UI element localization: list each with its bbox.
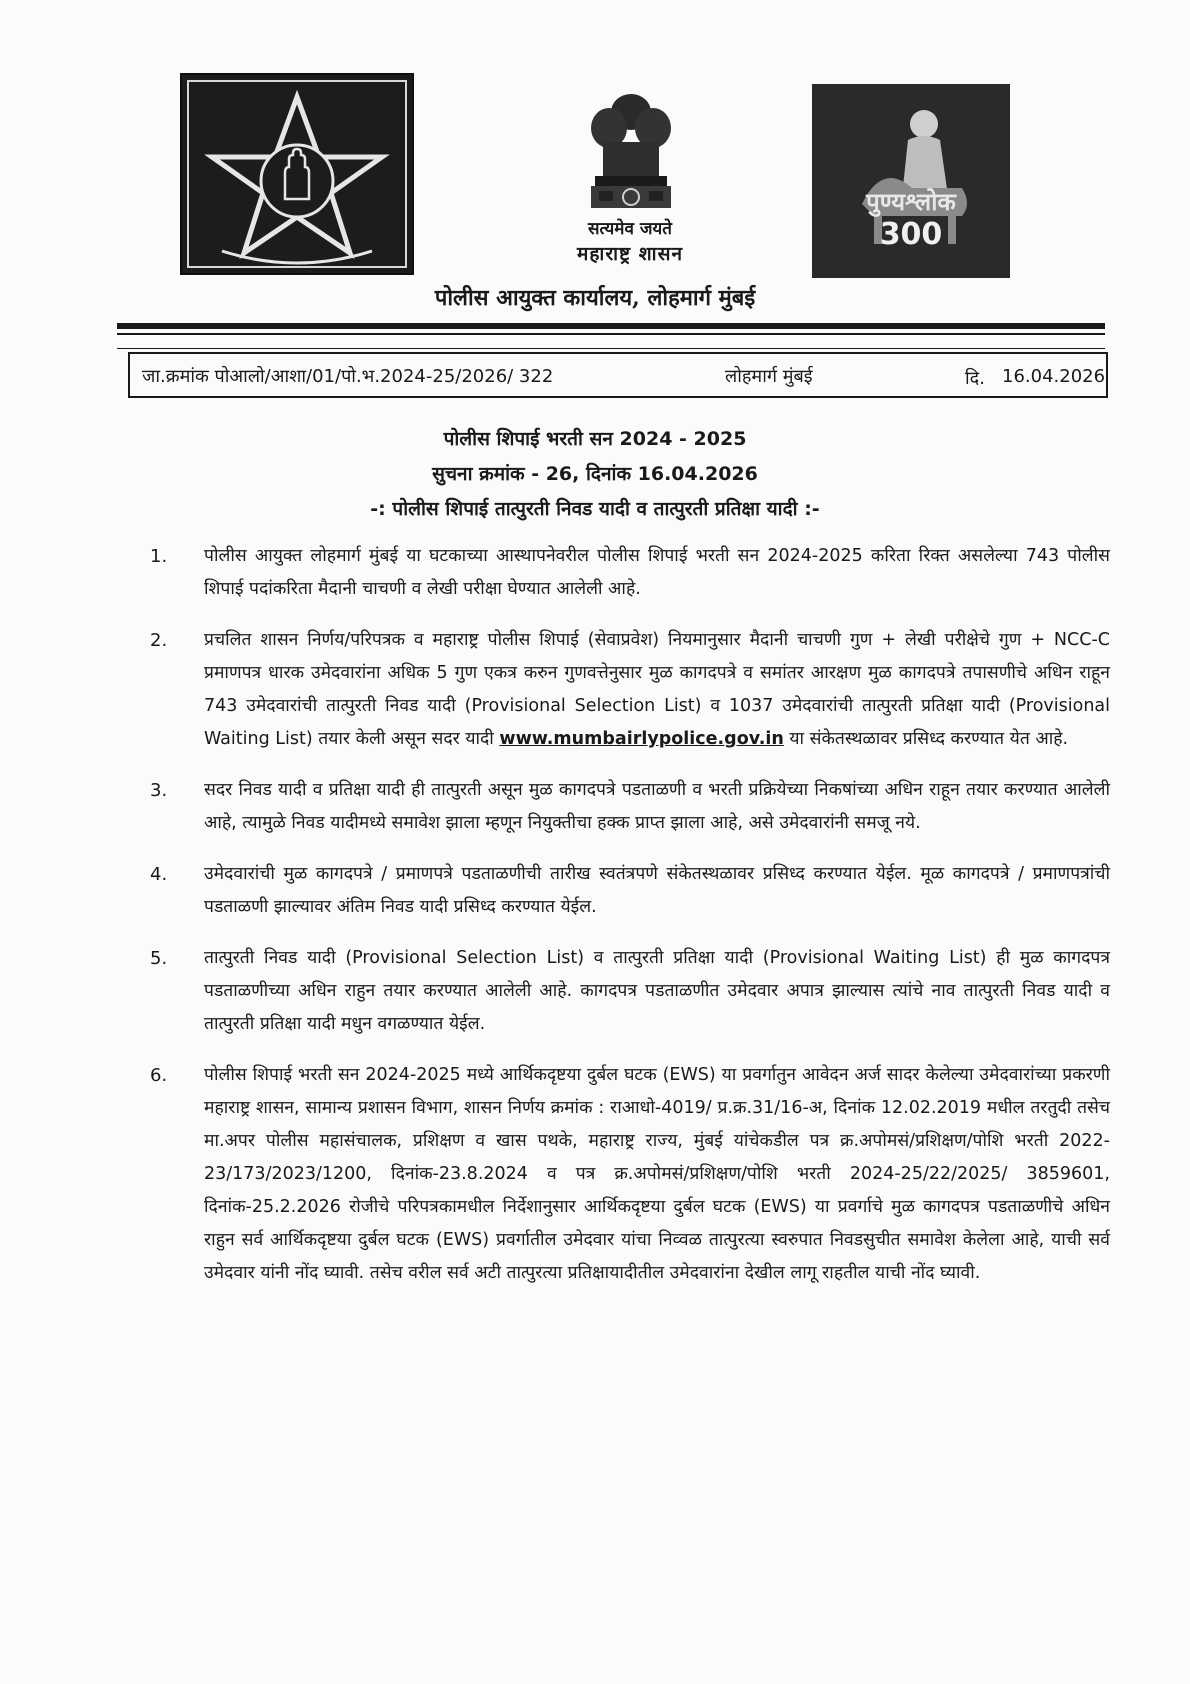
- item-number: 3.: [150, 780, 168, 801]
- item-number: 5.: [150, 948, 168, 969]
- item-text-after: या संकेतस्थळावर प्रसिध्द करण्यात येत आहे.: [783, 729, 1069, 749]
- list-item: [150, 858, 1110, 924]
- item-text: सदर निवड यादी व प्रतिक्षा यादी ही तात्पुरती असून मुळ कागदपत्रे पडताळणी व भरती प्रक्रियेच्या निकषांच्या अधिन राहून तयार करण्यात आलेली आहे, त्यामुळे निवड यादीमध्ये समावेश झाला म्हणून नियुक्तीचा हक्क प्राप्त झाला आहे, असे उमेदवारांनी समजू नये.: [204, 780, 1110, 833]
- ashoka-emblem: [575, 88, 687, 214]
- header-divider: [117, 323, 1105, 329]
- svg-text:पुण्यश्लोक: पुण्यश्लोक: [866, 188, 956, 216]
- punyashlok-300-icon: [812, 84, 1010, 278]
- item-text: [204, 624, 1110, 756]
- header-divider-thin-2: [117, 348, 1105, 349]
- item-text-before: प्रचलित शासन निर्णय/परिपत्रक व महाराष्ट्र पोलीस शिपाई (सेवाप्रवेश) नियमानुसार मैदानी चाचणी गुण + लेखी परीक्षेचे गुण + NCC-C प्रमाणपत्र धारक उमेदवारांना अधिक 5 गुण एकत्र करुन गुणवत्तेनुसार मुळ कागदपत्रे व समांतर आरक्षण मुळ कागदपत्रे तपासणीचे अधिन राहून 743 उमेदवारांची तात्पुरती निवड यादी (Provisional Selection List) व 1037 उमेदवारांची तात्पुरती प्रतिक्षा यादी (Provisional Waiting List) तयार केली असून सदर यादी: [204, 630, 1110, 749]
- list-item: [150, 1059, 1110, 1290]
- svg-text:300: 300: [879, 217, 943, 252]
- reference-place: लोहमार्ग मुंबई: [725, 366, 813, 387]
- reference-box: [128, 352, 1108, 398]
- reference-date: 16.04.2026: [1002, 366, 1106, 387]
- maharashtra-police-logo: [180, 73, 414, 275]
- punyashlok-logo: [812, 84, 1010, 278]
- list-item: [150, 774, 1110, 840]
- item-text: तात्पुरती निवड यादी (Provisional Selection List) व तात्पुरती प्रतिक्षा यादी (Provisional Waiting List) ही मुळ कागदपत्र पडताळणीच्या अधिन राहुन तयार करण्यात आलेली आहे. कागदपत्र पडताळणीत उमेदवार अपात्र झाल्यास त्यांचे नाव तात्पुरती निवड यादी व तात्पुरती प्रतिक्षा यादी मधुन वगळण्यात येईल.: [204, 948, 1110, 1034]
- ashoka-emblem-icon: [575, 88, 687, 214]
- reference-number: जा.क्रमांक पोआलो/आशा/01/पो.भ.2024-25/2026/ 322: [142, 366, 554, 387]
- item-number: 6.: [150, 1065, 168, 1086]
- item-number: 2.: [150, 630, 168, 651]
- item-number: 4.: [150, 864, 168, 885]
- government-name: महाराष्ट्र शासन: [576, 243, 683, 265]
- notice-title: सुचना क्रमांक - 26, दिनांक 16.04.2026: [432, 463, 758, 485]
- item-text: उमेदवारांची मुळ कागदपत्रे / प्रमाणपत्रे पडताळणीची तारीख स्वतंत्रपणे संकेतस्थळावर प्रसिध्द करण्यात येईल. मूळ कागदपत्रे / प्रमाणपत्रांची पडताळणी झाल्यावर अंतिम निवड यादी प्रसिध्द करण्यात येईल.: [204, 864, 1110, 917]
- motto: सत्यमेव जयते: [588, 219, 672, 239]
- office-title: पोलीस आयुक्त कार्यालय, लोहमार्ग मुंबई: [434, 285, 756, 311]
- subject-title: -: पोलीस शिपाई तात्पुरती निवड यादी व तात्पुरती प्रतिक्षा यादी :-: [370, 498, 820, 520]
- website-link[interactable]: www.mumbairlypolice.gov.in: [499, 729, 784, 749]
- recruitment-title: पोलीस शिपाई भरती सन 2024 - 2025: [443, 428, 747, 450]
- list-item: [150, 540, 1110, 606]
- notice-items: [150, 540, 1110, 1308]
- item-number: 1.: [150, 546, 168, 567]
- item-text: पोलीस आयुक्त लोहमार्ग मुंबई या घटकाच्या आस्थापनेवरील पोलीस शिपाई भरती सन 2024-2025 करिता रिक्त असलेल्या 743 पोलीस शिपाई पदांकरिता मैदानी चाचणी व लेखी परीक्षा घेण्यात आलेली आहे.: [204, 546, 1110, 599]
- list-item: [150, 942, 1110, 1041]
- item-text: पोलीस शिपाई भरती सन 2024-2025 मध्ये आर्थिकदृष्टया दुर्बल घटक (EWS) या प्रवर्गातुन आवेदन अर्ज सादर केलेल्या उमेदवारांच्या प्रकरणी महाराष्ट्र शासन, सामान्य प्रशासन विभाग, शासन निर्णय क्रमांक : राआधो-4019/ प्र.क्र.31/16-अ, दिनांक 12.02.2019 मधील तरतुदी तसेच मा.अपर पोलीस महासंचालक, प्रशिक्षण व खास पथके, महाराष्ट्र राज्य, मुंबई यांचेकडील पत्र क्र.अपोमसं/प्रशिक्षण/पोशि भरती 2022-23/173/2023/1200, दिनांक-23.8.2024 व पत्र क्र.अपोमसं/प्रशिक्षण/पोशि भरती 2024-25/22/2025/ 3859601, दिनांक-25.2.2026 रोजीचे परिपत्रकामधील निर्देशानुसार आर्थिकदृष्टया दुर्बल घटक (EWS) या प्रवर्गाचे मुळ कागदपत्र पडताळणीचे अधिन राहुन सर्व आर्थिकदृष्टया दुर्बल घटक (EWS) प्रवर्गातील उमेदवार यांचा निव्वळ तात्पुरत्या स्वरुपात निवडसुचीत समावेश केलेला आहे, याची सर्व उमेदवार यांनी नोंद घ्यावी. तसेच वरील सर्व अटी तात्पुरत्या प्रतिक्षायादीतील उमेदवारांना देखील लागू राहतील याची नोंद घ्यावी.: [204, 1065, 1110, 1283]
- maharashtra-police-star-icon: [182, 75, 412, 273]
- list-item: [150, 624, 1110, 756]
- header-divider-thin: [117, 333, 1105, 335]
- reference-date-label: दि.: [965, 368, 985, 389]
